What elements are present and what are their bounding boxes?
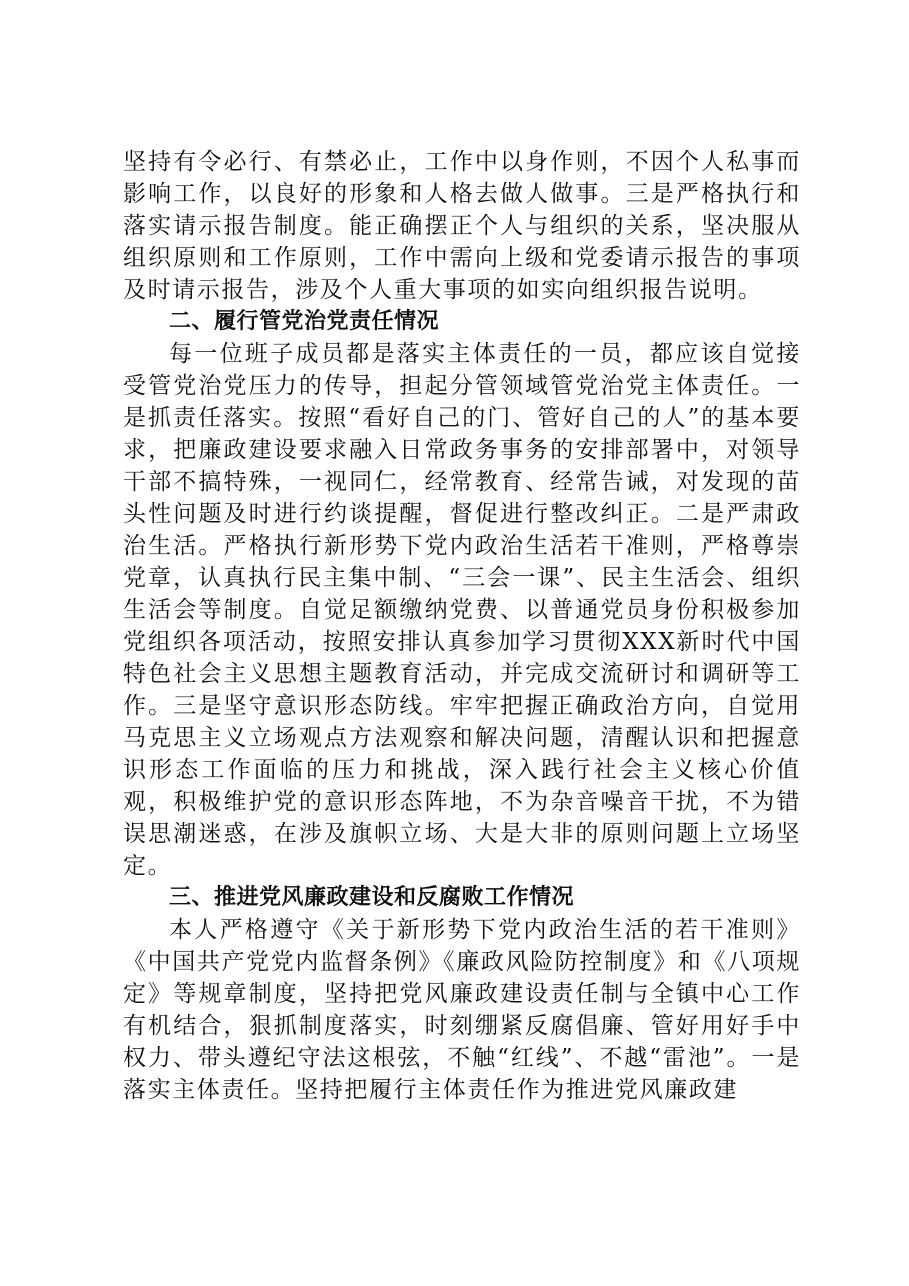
- body-paragraph: 坚持有令必行、有禁必止，工作中以身作则，不因个人私事而影响工作，以良好的形象和人格去做人做事。三是严格执行和落实请示报告制度。能正确摆正个人与组织的关系，坚决服从组织原则和工作原则，工作中需向上级和党委请示报告的事项及时请示报告，涉及个人重大事项的如实向组织报告说明。: [123, 149, 801, 303]
- section-heading: 三、推进党风廉政建设和反腐败工作情况: [169, 885, 575, 910]
- body-paragraph: 本人严格遵守《关于新形势下党内政治生活的若干准则》《中国共产党党内监督条例》《廉政风险防控制度》和《八项规定》等规章制度，坚持把党风廉政建设责任制与全镇中心工作有机结合，狠抓制度落实，时刻绷紧反腐倡廉、管好用好手中权力、带头遵纪守法这根弦，不触“红线”、不越“雷池”。一是落实主体责任。坚持把履行主体责任作为推进党风廉政建: [123, 917, 801, 1103]
- section-heading: 二、履行管党治党责任情况: [169, 309, 440, 334]
- body-paragraph: 每一位班子成员都是落实主体责任的一员，都应该自觉接受管党治党压力的传导，担起分管领域管党治党主体责任。一是抓责任落实。按照“看好自己的门、管好自己的人”的基本要求，把廉政建设要求融入日常政务事务的安排部署中，对领导干部不搞特殊，一视同仁，经常教育、经常告诫，对发现的苗头性问题及时进行约谈提醒，督促进行整改纠正。二是严肃政治生活。严格执行新形势下党内政治生活若干准则，严格尊崇党章，认真执行民主集中制、“三会一课”、民主生活会、组织生活会等制度。自觉足额缴纳党费、以普通党员身份积极参加党组织各项活动，按照安排认真参加学习贯彻XXX新时代中国特色社会主义思想主题教育活动，并完成交流研讨和调研等工作。三是坚守意识形态防线。牢牢把握正确政治方向，自觉用马克思主义立场观点方法观察和解决问题，清醒认识和把握意识形态工作面临的压力和挑战，深入践行社会主义核心价值观，积极维护党的意识形态阵地，不为杂音噪音干扰，不为错误思潮迷惑，在涉及旗帜立场、大是大非的原则问题上立场坚定。: [123, 341, 801, 879]
